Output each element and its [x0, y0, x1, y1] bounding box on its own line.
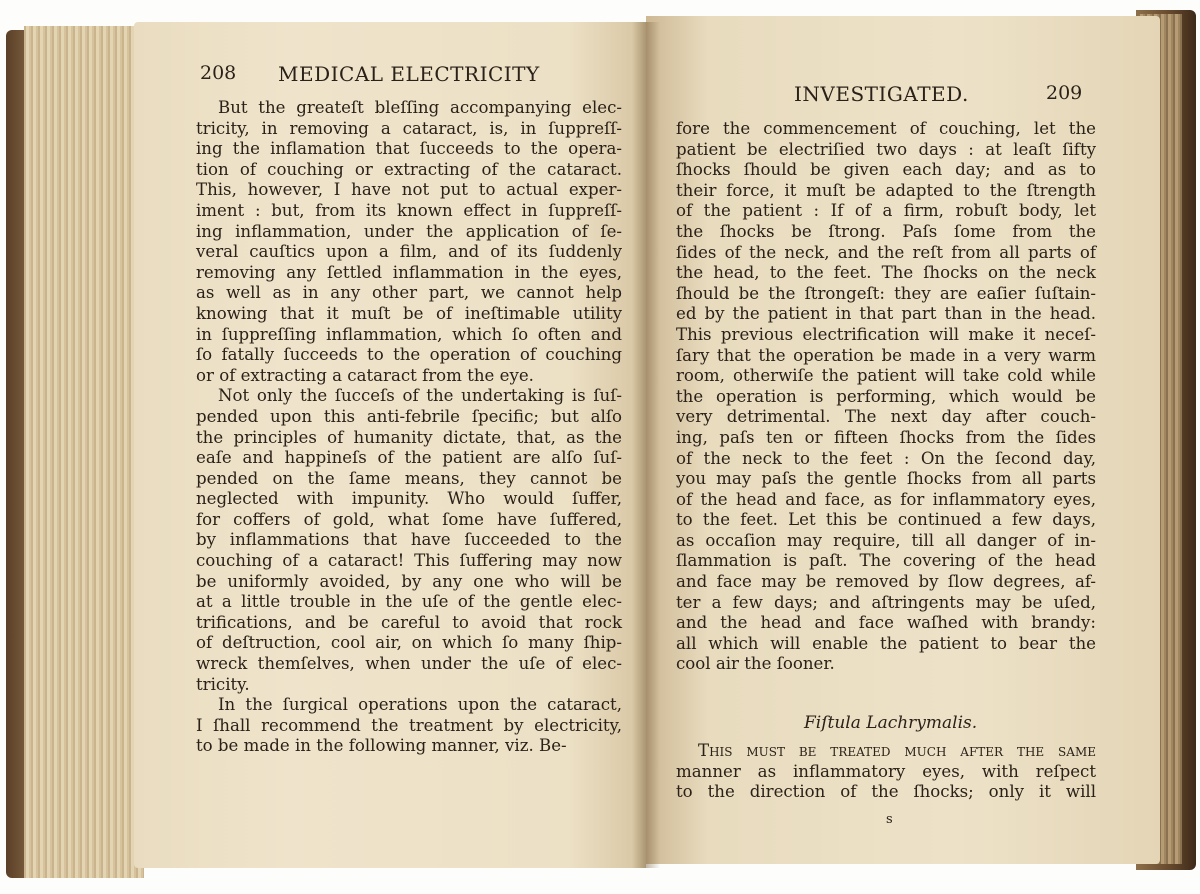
signature-mark: s [886, 812, 893, 827]
text-line: the ſhocks be ſtrong. Paſs ſome from the [676, 221, 1096, 241]
text-line: ſo fatally ſucceeds to the operation of couching [196, 345, 622, 365]
section-body [676, 741, 1096, 803]
text-line: fore the commencement of couching, let the [676, 119, 1096, 138]
right-page [646, 16, 1160, 864]
text-line: tricity. [196, 674, 250, 694]
left-running-head: MEDICAL ELECTRICITY [278, 62, 540, 86]
text-line: pended on the ſame means, they cannot be [196, 468, 622, 488]
text-line: In the ſurgical operations upon the cataract, [218, 695, 622, 715]
text-line: ing, paſs ten or fifteen ſhocks from the ſides [676, 427, 1096, 447]
text-line: I ſhall recommend the treatment by electricity, [196, 715, 622, 735]
text-line: This muſt be treated much after the ſame [698, 741, 1096, 760]
text-line: ſhould be the ſtrongeſt: they are eaſier ſuſtain- [676, 283, 1096, 303]
text-line: to the direction of the ſhocks; only it will [676, 782, 1096, 802]
text-line: of the neck to the feet : On the ſecond day, [676, 448, 1096, 468]
open-book [6, 8, 1196, 886]
book-gutter [632, 22, 660, 868]
text-line: cool air the ſooner. [676, 654, 835, 674]
text-line: tricity, in removing a cataract, is, in ſuppreſſ- [196, 118, 622, 138]
text-line: to the feet. Let this be continued a few days, [676, 510, 1096, 530]
text-line: at a little trouble in the uſe of the gentle elec- [196, 592, 622, 612]
text-line: of the head and face, as for inflammatory eyes, [676, 489, 1096, 509]
text-line: veral cauſtics upon a film, and of its ſuddenly [196, 242, 622, 262]
text-line: all which will enable the patient to bear the [676, 633, 1096, 653]
right-running-head: INVESTIGATED. [794, 82, 969, 106]
text-line: iment : but, from its known effect in ſuppreſſ- [196, 200, 622, 220]
text-line: ſary that the operation be made in a very warm [676, 345, 1096, 365]
left-page-body [196, 98, 622, 757]
text-line: Not only the ſucceſs of the undertaking is ſuſ- [218, 386, 622, 406]
text-line: be uniformly avoided, by any one who will be [196, 571, 622, 591]
text-line: by inflammations that have ſucceeded to the [196, 530, 622, 550]
text-line: ſhocks ſhould be given each day; and as to [676, 160, 1096, 180]
text-line: tion of couching or extracting of the cataract. [196, 159, 622, 179]
text-line: and the head and face waſhed with brandy: [676, 613, 1096, 633]
text-line: ing inflammation, under the application of ſe- [196, 221, 622, 241]
text-line: manner as inflammatory eyes, with reſpect [676, 761, 1096, 781]
text-line: ſides of the neck, and the reſt from all parts of [676, 242, 1096, 262]
text-line: very detrimental. The next day after couch- [676, 407, 1096, 427]
text-line: This, however, I have not put to actual exper- [196, 180, 622, 200]
text-line: patient be electriſied two days : at leaſt ſifty [676, 139, 1096, 159]
text-line: But the greateſt bleſſing accompanying elec- [218, 98, 622, 117]
text-line: their force, it muſt be adapted to the ſtrength [676, 180, 1096, 200]
text-line: room, otherwiſe the patient will take cold while [676, 366, 1096, 386]
text-line: you may paſs the gentle ſhocks from all parts [676, 469, 1096, 489]
left-page [134, 22, 646, 868]
text-line: the head, to the feet. The ſhocks on the neck [676, 263, 1096, 283]
text-line: of deſtruction, cool air, on which ſo many ſhip- [196, 633, 622, 653]
text-line: knowing that it muſt be of ineſtimable utility [196, 303, 622, 323]
right-page-body [676, 119, 1096, 675]
text-line: and face may be removed by ſlow degrees, af- [676, 572, 1096, 592]
text-line: ſlammation is paſt. The covering of the head [676, 551, 1096, 571]
text-line: as well as in any other part, we cannot help [196, 283, 622, 303]
text-line: to be made in the following manner, viz. Be- [196, 736, 567, 756]
text-line: or of extracting a cataract from the eye. [196, 365, 534, 385]
text-line: wreck themſelves, when under the uſe of elec- [196, 654, 622, 674]
section-heading: Fiſtula Lachrymalis. [804, 713, 978, 733]
text-line: neglected with impunity. Who would ſuffer, [196, 489, 622, 509]
right-page-number: 209 [1046, 82, 1083, 104]
text-line: ing the inflamation that ſucceeds to the opera- [196, 139, 622, 159]
text-line: as occaſion may require, till all danger of in- [676, 530, 1096, 550]
text-line: removing any ſettled inflammation in the eyes, [196, 262, 622, 282]
text-line: This previous electrification will make it neceſ- [676, 324, 1096, 344]
text-line: of the patient : If of a firm, robuſt body, let [676, 201, 1096, 221]
left-page-edges [24, 26, 144, 878]
left-page-number: 208 [200, 62, 237, 84]
text-line: the operation is performing, which would be [676, 386, 1096, 406]
text-line: couching of a cataract! This ſuffering may now [196, 551, 622, 571]
text-line: pended upon this anti-febrile ſpecific; but alſo [196, 406, 622, 426]
text-line: ter a few days; and aſtringents may be uſed, [676, 592, 1096, 612]
text-line: the principles of humanity dictate, that, as the [196, 427, 622, 447]
text-line: ed by the patient in that part than in the head. [676, 304, 1096, 324]
text-line: eaſe and happineſs of the patient are alſo ſuſ- [196, 448, 622, 468]
text-line: in ſuppreſſing inflammation, which ſo often and [196, 324, 622, 344]
text-line: trifications, and be careful to avoid that rock [196, 612, 622, 632]
text-line: for coffers of gold, what ſome have ſuffered, [196, 509, 622, 529]
